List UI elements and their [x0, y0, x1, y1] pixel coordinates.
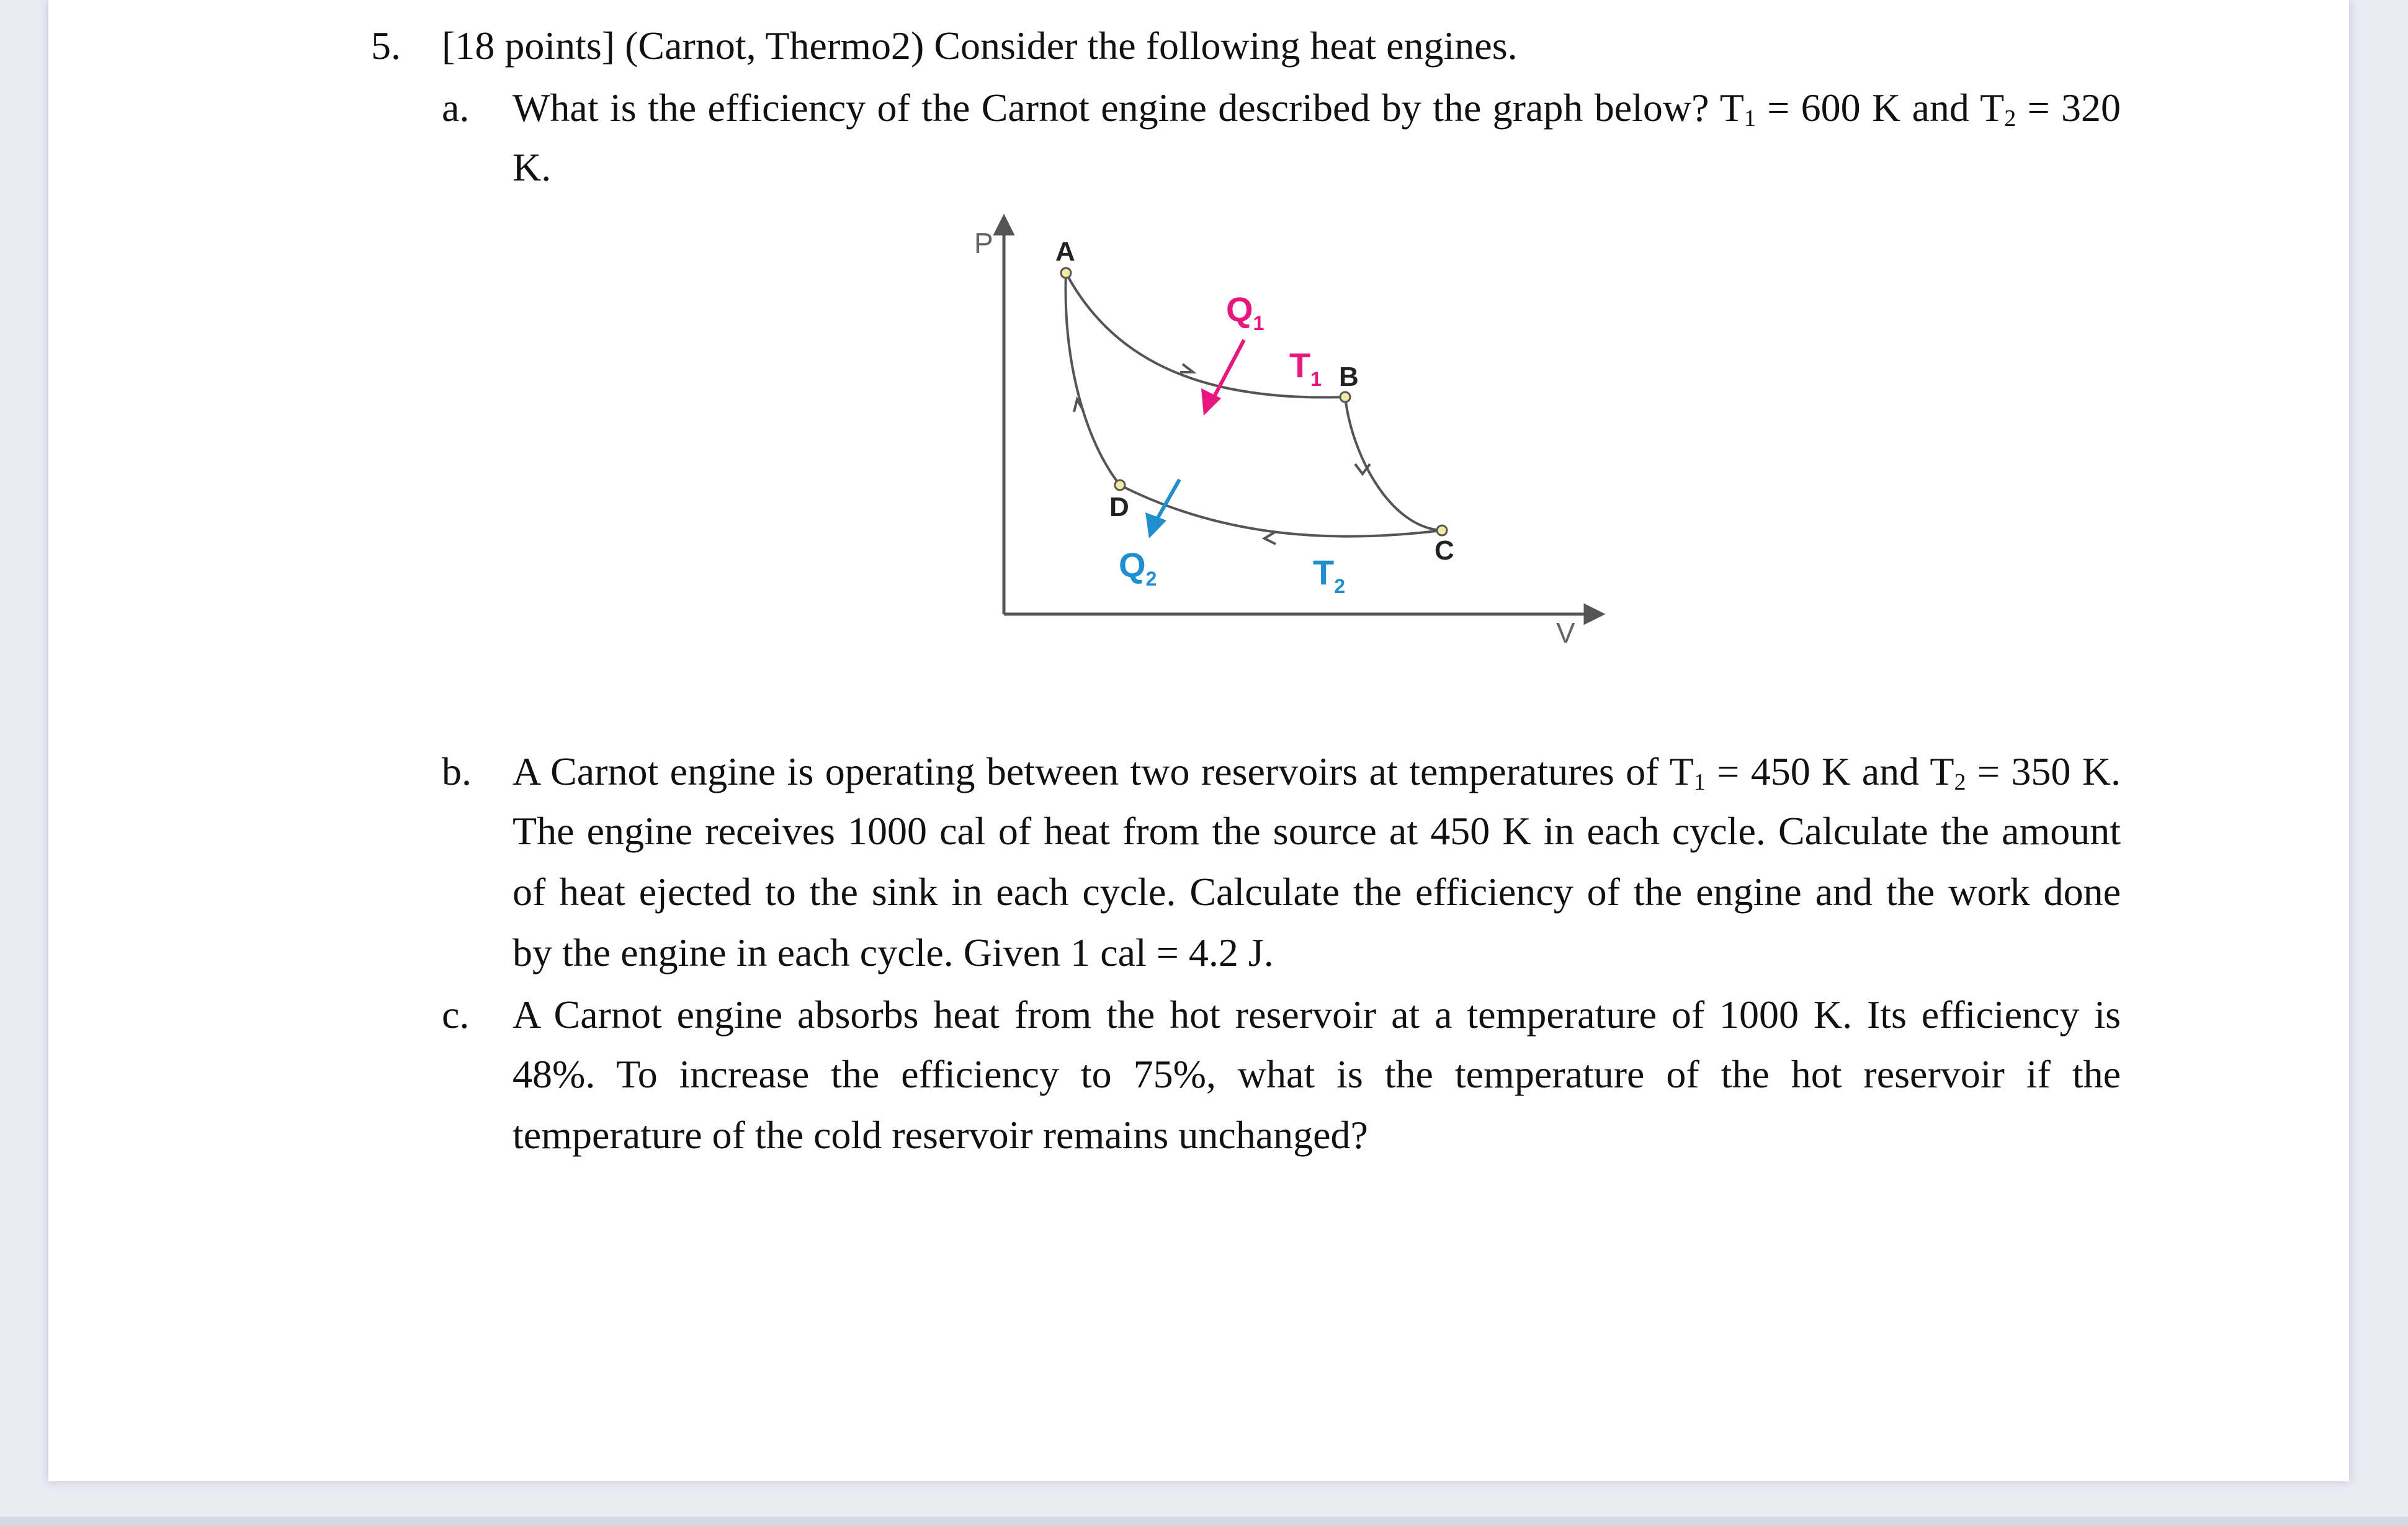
- adiabat-bc: [1345, 397, 1442, 530]
- part-b-line-1: A Carnot engine is operating between two reservoirs at temperatures of $T_1 = 450$ K and $T_2 = 350$ K.: [512, 749, 2121, 795]
- part-a-line-1: What is the efficiency of the Carnot engine described by the graph below? $T_1 = 600$ K and $T_2 = 320$: [512, 86, 2121, 132]
- part-b-line-2: The engine receives 1000 cal of heat from the source at 450 K in each cycle. Calculate the amount: [512, 809, 2121, 853]
- point-a-label: A: [1055, 236, 1075, 267]
- q2-arrow-shaft: [1156, 480, 1179, 521]
- point-a: [1061, 268, 1071, 278]
- q2-label: $Q_2$: [1119, 545, 1157, 590]
- t1-label: $T_1$: [1289, 346, 1322, 390]
- p-axis-label: P: [974, 227, 993, 259]
- point-b-label: B: [1339, 362, 1359, 392]
- part-a-line-2: K.: [512, 145, 552, 189]
- point-c-label: C: [1435, 535, 1454, 566]
- q2-arrow-head: [1145, 512, 1166, 538]
- part-b-letter: b.: [442, 749, 472, 793]
- part-a-letter: a.: [442, 86, 470, 130]
- arrow-ab: [1180, 364, 1193, 372]
- part-c-line-2: 48%. To increase the efficiency to 75%, what is the temperature of the hot reservoir if the: [512, 1052, 2121, 1096]
- point-d-label: D: [1109, 492, 1129, 522]
- bottom-scroll-edge: [0, 1517, 2408, 1526]
- part-b-line-4: by the engine in each cycle. Given 1 cal = 4.2 J.: [512, 930, 1274, 975]
- question-header: [18 points] (Carnot, Thermo2) Consider the following heat engines.: [442, 24, 1518, 68]
- t2-label: $T_2$: [1313, 553, 1346, 597]
- q1-label: $Q_1$: [1226, 290, 1264, 334]
- v-axis-label: V: [1556, 617, 1575, 649]
- arrow-da: [1074, 399, 1083, 412]
- point-c: [1437, 525, 1447, 535]
- question-number: 5.: [371, 24, 401, 68]
- arrow-bc: [1355, 464, 1370, 474]
- point-b: [1340, 392, 1350, 402]
- document-page: [48, 0, 2349, 1481]
- carnot-pv-diagram: [942, 205, 1624, 664]
- part-c-line-3: temperature of the cold reservoir remains unchanged?: [512, 1113, 1368, 1157]
- part-c-line-1: A Carnot engine absorbs heat from the hot reservoir at a temperature of 1000 K. Its efficiency is: [512, 993, 2121, 1037]
- part-b-line-3: of heat ejected to the sink in each cycle. Calculate the efficiency of the engine and the work done: [512, 870, 2121, 914]
- point-d: [1115, 480, 1125, 490]
- adiabat-da: [1066, 273, 1120, 485]
- isotherm-cd: [1120, 485, 1442, 537]
- arrow-cd: [1264, 532, 1276, 544]
- part-c-letter: c.: [442, 993, 470, 1037]
